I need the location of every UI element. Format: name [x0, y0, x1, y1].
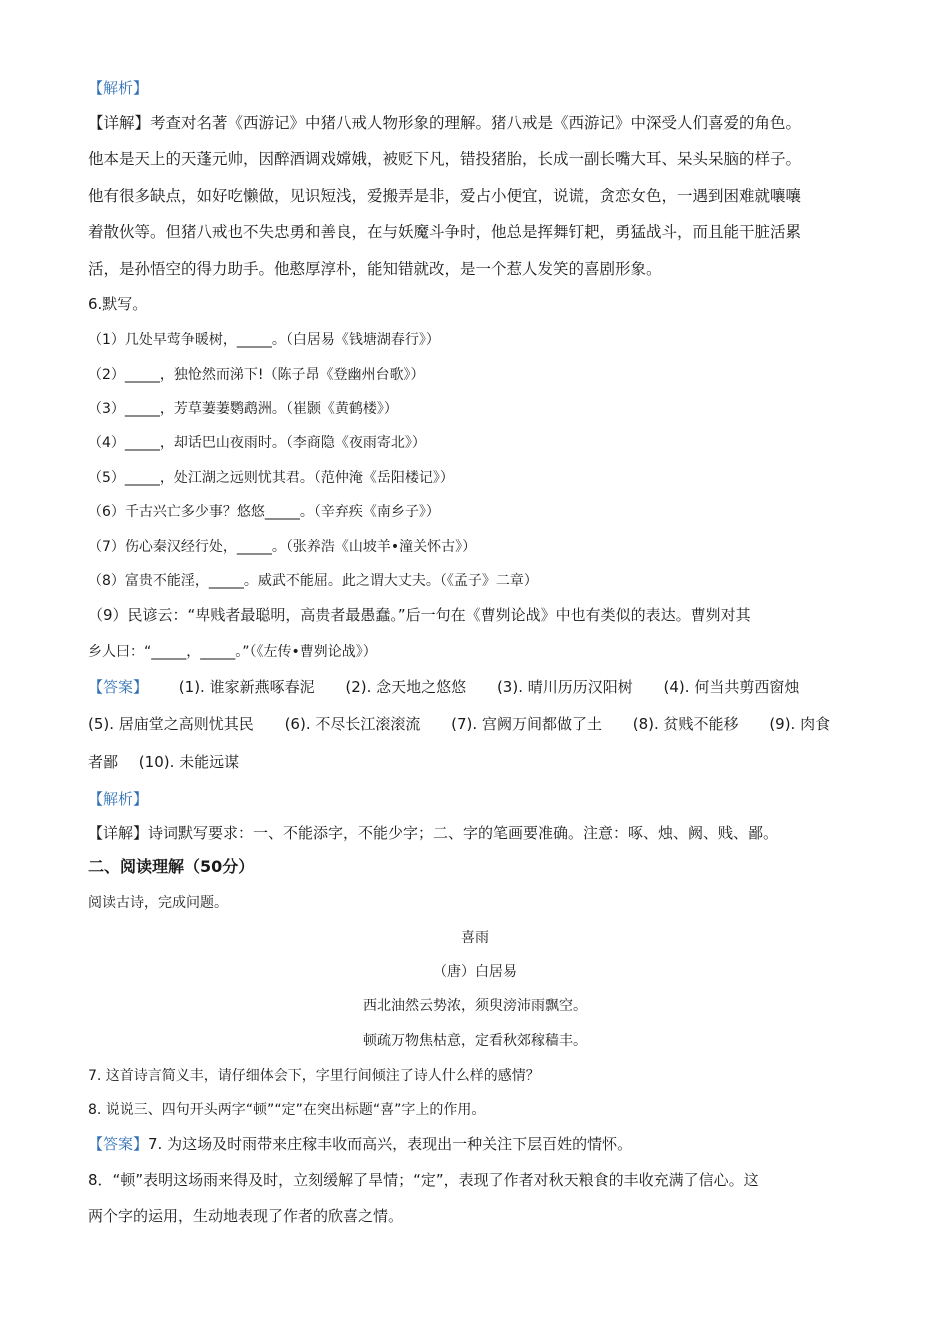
fill-blank-item: （5）_____，处江湖之远则忧其君。（范仲淹《岳阳楼记》）: [88, 470, 454, 486]
answer-item: (8). 贫贱不能移: [632, 715, 739, 733]
answer-item: (10). 未能远谋: [138, 753, 240, 771]
answer-row: [88, 714, 830, 734]
answer-label: 【答案】: [88, 1135, 149, 1153]
detail-line: 【详解】考查对名著《西游记》中猪八戒人物形象的理解。猪八戒是《西游记》中深受人们喜爱的角色。: [88, 114, 802, 132]
answer-item: (9). 肉食: [769, 715, 831, 733]
answer-item: (3). 晴川历历汉阳树: [496, 678, 633, 696]
fill-blank-item: （6）千古兴亡多少事？悠悠_____。（辛弃疾《南乡子》）: [88, 504, 440, 520]
analysis-label: 【解析】: [88, 790, 149, 808]
detail-line: 【详解】诗词默写要求：一、不能添字，不能少字；二、字的笔画要准确。注意：啄、烛、阙、贱、鄙。: [88, 824, 779, 842]
section-heading: 二、阅读理解（50分）: [88, 857, 255, 876]
fill-blank-item: 乡人曰：“_____，_____。”（《左传•曹刿论战》）: [88, 644, 377, 660]
poem-line: 西北油然云势浓，须臾滂沛雨飘空。: [363, 998, 587, 1014]
answer-label: 【答案】: [88, 678, 149, 696]
detail-line: 着散伙等。但猪八戒也不失忠勇和善良，在与妖魔斗争时，他总是挥舞钉耙，勇猛战斗，而且能干脏活累: [88, 223, 802, 241]
answer-item: (1). 谁家新燕啄春泥: [178, 678, 315, 696]
fill-blank-item: （8）富贵不能淫，_____。威武不能屈。此之谓大丈夫。（《孟子》二章）: [88, 573, 538, 589]
analysis-label: 【解析】: [88, 79, 149, 97]
answer-item: (6). 不尽长江滚滚流: [284, 715, 421, 733]
question-title: 6.默写。: [88, 295, 148, 313]
answer-8-line: 8．“顿”表明这场雨来得及时，立刻缓解了旱情；“定”，表现了作者对秋天粮食的丰收充满了信心。这: [88, 1171, 759, 1189]
answer-row: [88, 1134, 632, 1154]
detail-line: 活，是孙悟空的得力助手。他憨厚淳朴，能知错就改，是一个惹人发笑的喜剧形象。: [88, 260, 662, 278]
answer-8-line: 两个字的运用，生动地表现了作者的欣喜之情。: [88, 1207, 404, 1225]
detail-line: 他有很多缺点，如好吃懒做，见识短浅，爱搬弄是非，爱占小便宜，说谎，贪恋女色，一遇到困难就嚷嚷: [88, 187, 802, 205]
fill-blank-item: （9）民谚云：“卑贱者最聪明，高贵者最愚蠢。”后一句在《曹刿论战》中也有类似的表达。曹刿对其: [88, 606, 751, 624]
answer-item: (4). 何当共剪西窗烛: [663, 678, 800, 696]
poem-line: 顿疏万物焦枯意，定看秋郊稼穑丰。: [363, 1033, 587, 1049]
answer-7: 7. 为这场及时雨带来庄稼丰收而高兴，表现出一种关注下层百姓的情怀。: [148, 1135, 633, 1153]
fill-blank-item: （3）_____，芳草萋萋鹦鹉洲。（崔颢《黄鹤楼》）: [88, 401, 398, 417]
poem-author: （唐）白居易: [433, 964, 517, 980]
question-8: 8. 说说三、四句开头两字“顿”“定”在突出标题“喜”字上的作用。: [88, 1102, 486, 1118]
answer-row: [88, 752, 239, 772]
answer-item: (7). 宫阙万间都做了土: [451, 715, 602, 733]
fill-blank-item: （2）_____，独怆然而涕下!（陈子昂《登幽州台歌》）: [88, 367, 425, 383]
answer-item: 者鄙: [88, 753, 119, 771]
fill-blank-item: （1）几处早莺争暖树，_____。（白居易《钱塘湖春行》）: [88, 332, 440, 348]
fill-blank-item: （7）伤心秦汉经行处，_____。（张养浩《山坡羊•潼关怀古》）: [88, 539, 477, 555]
answer-item: (5). 居庙堂之高则忧其民: [88, 715, 254, 733]
section-intro: 阅读古诗，完成问题。: [88, 895, 228, 911]
question-7: 7. 这首诗言简义丰，请仔细体会下，字里行间倾注了诗人什么样的感情？: [88, 1068, 540, 1084]
fill-blank-item: （4）_____，却话巴山夜雨时。（李商隐《夜雨寄北》）: [88, 435, 426, 451]
detail-line: 他本是天上的天蓬元帅，因醉酒调戏嫦娥，被贬下凡，错投猪胎，长成一副长嘴大耳、呆头呆脑的样子。: [88, 150, 802, 168]
poem-title: 喜雨: [461, 930, 489, 946]
answer-item: (2). 念天地之悠悠: [345, 678, 467, 696]
answer-row: [88, 677, 799, 697]
